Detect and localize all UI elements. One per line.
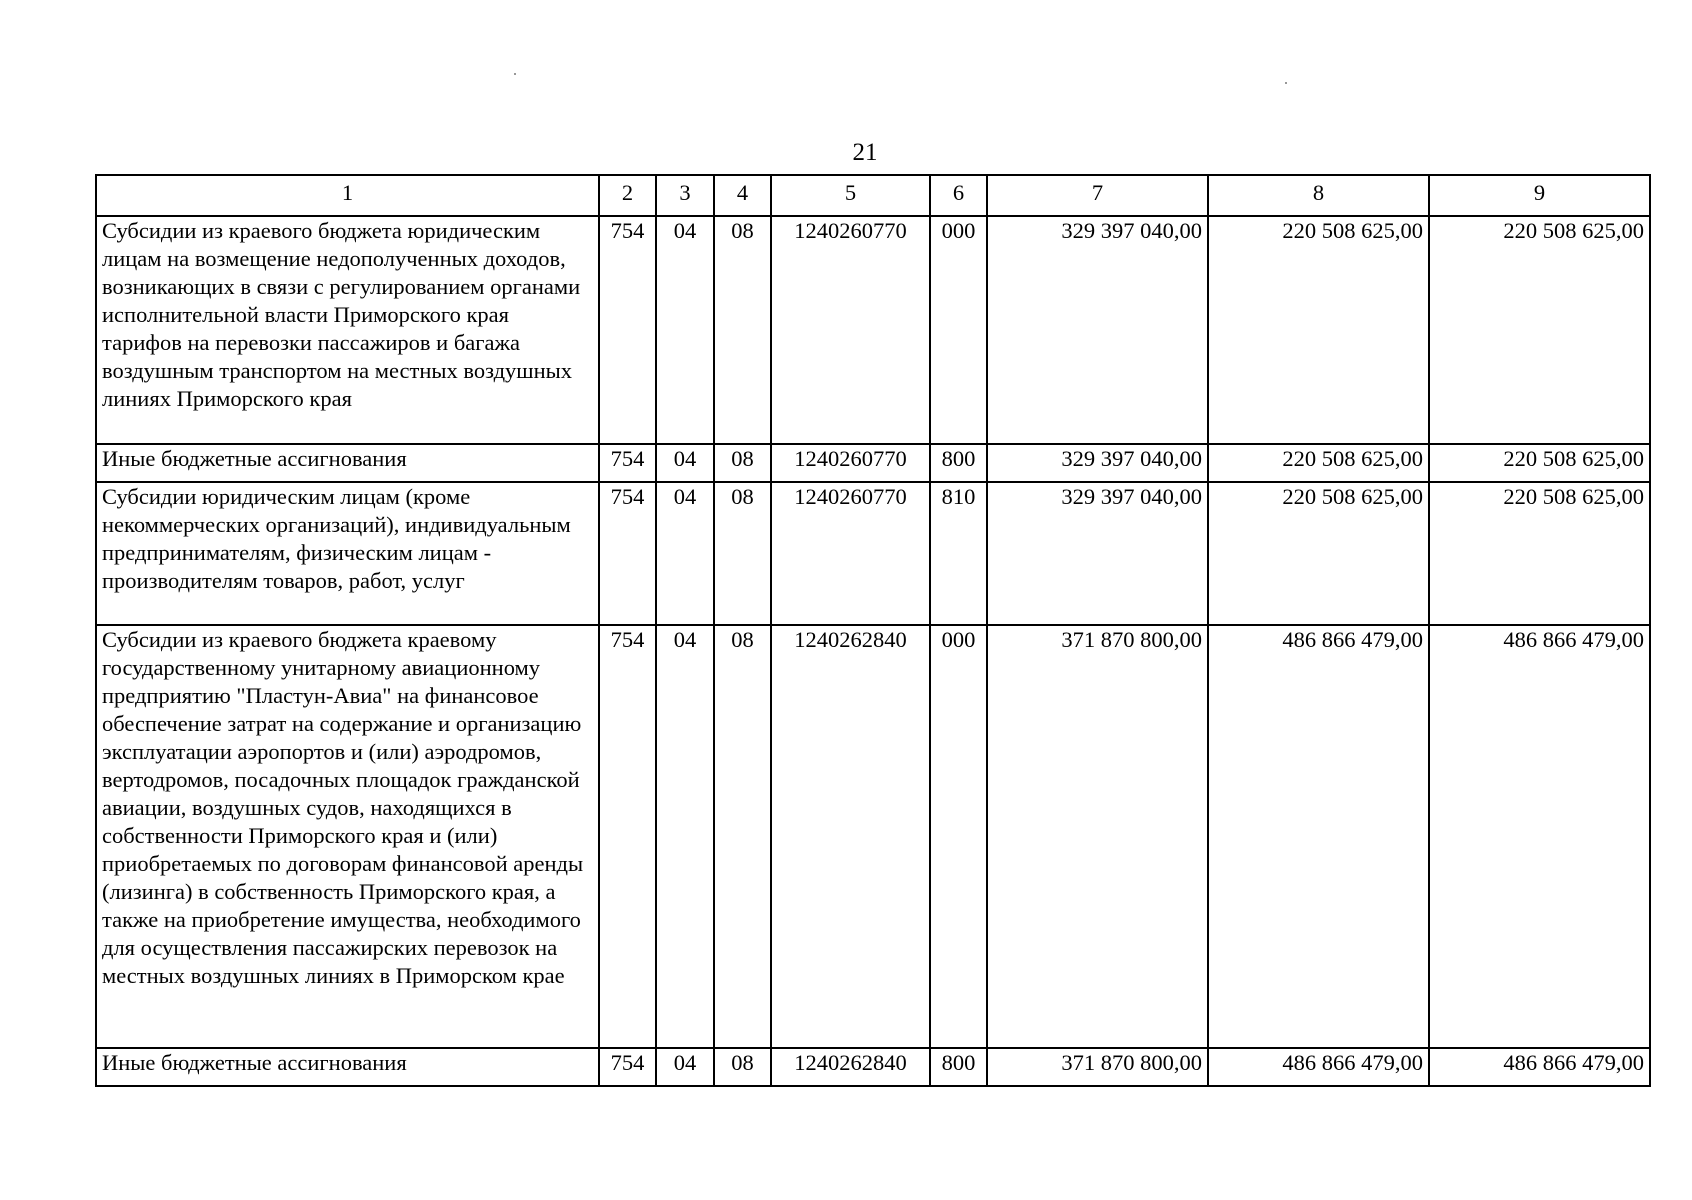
budget-table (95, 174, 1651, 1087)
row-amount-8: 486 866 479,00 (1208, 625, 1429, 1048)
row-code-target: 1240260770 (771, 444, 930, 482)
row-code-expense-type: 800 (930, 1048, 987, 1086)
column-header-2: 2 (599, 175, 656, 216)
column-header-7: 7 (987, 175, 1208, 216)
table-row (96, 1048, 1650, 1086)
row-amount-7: 371 870 800,00 (987, 1048, 1208, 1086)
row-code-subsection: 08 (714, 216, 771, 444)
row-code-section: 04 (656, 444, 714, 482)
row-code-target: 1240262840 (771, 1048, 930, 1086)
row-amount-9: 220 508 625,00 (1429, 216, 1650, 444)
page-number: 21 (852, 139, 878, 166)
column-header-9: 9 (1429, 175, 1650, 216)
table-row (96, 625, 1650, 1048)
row-code-section: 04 (656, 216, 714, 444)
row-amount-9: 486 866 479,00 (1429, 1048, 1650, 1086)
column-header-3: 3 (656, 175, 714, 216)
row-code-expense-type: 810 (930, 482, 987, 625)
row-code-section: 04 (656, 482, 714, 625)
row-code-target: 1240260770 (771, 216, 930, 444)
row-code-section: 04 (656, 1048, 714, 1086)
row-amount-8: 220 508 625,00 (1208, 444, 1429, 482)
row-description: Субсидии из краевого бюджета краевому государственному унитарному авиационному предприятию "Пластун-Авиа" на финансовое обеспечение затрат на содержание и организацию эксплуатации аэропортов и (или) аэродромов, вертодромов, посадочных площадок гражданской авиации, воздушных судов, находящихся в собственности Приморского края и (или) приобретаемых по договорам финансовой аренды (лизинга) в собственность Приморского края, а также на приобретение имущества, необходимого для осуществления пассажирских перевозок на местных воздушных линиях в Приморском крае (96, 625, 599, 1048)
row-code-subsection: 08 (714, 444, 771, 482)
row-amount-7: 329 397 040,00 (987, 444, 1208, 482)
row-description: Субсидии юридическим лицам (кроме некоммерческих организаций), индивидуальным предпринимателям, физическим лицам - производителям товаров, работ, услуг (96, 482, 599, 625)
row-code-ministry: 754 (599, 216, 656, 444)
column-header-1: 1 (96, 175, 599, 216)
table-row (96, 216, 1650, 444)
row-code-expense-type: 000 (930, 216, 987, 444)
row-amount-7: 329 397 040,00 (987, 482, 1208, 625)
table-row (96, 444, 1650, 482)
row-amount-8: 220 508 625,00 (1208, 482, 1429, 625)
row-code-expense-type: 000 (930, 625, 987, 1048)
row-amount-8: 486 866 479,00 (1208, 1048, 1429, 1086)
row-code-subsection: 08 (714, 1048, 771, 1086)
column-header-5: 5 (771, 175, 930, 216)
row-description: Иные бюджетные ассигнования (96, 444, 599, 482)
scan-speck (514, 73, 516, 75)
row-code-subsection: 08 (714, 625, 771, 1048)
row-amount-7: 329 397 040,00 (987, 216, 1208, 444)
row-amount-7: 371 870 800,00 (987, 625, 1208, 1048)
row-code-target: 1240262840 (771, 625, 930, 1048)
row-code-ministry: 754 (599, 444, 656, 482)
row-code-expense-type: 800 (930, 444, 987, 482)
column-header-6: 6 (930, 175, 987, 216)
table-row (96, 482, 1650, 625)
column-header-4: 4 (714, 175, 771, 216)
row-code-ministry: 754 (599, 1048, 656, 1086)
row-code-subsection: 08 (714, 482, 771, 625)
row-code-ministry: 754 (599, 482, 656, 625)
row-amount-9: 486 866 479,00 (1429, 625, 1650, 1048)
row-code-section: 04 (656, 625, 714, 1048)
row-description: Субсидии из краевого бюджета юридическим лицам на возмещение недополученных доходов, возникающих в связи с регулированием органами исполнительной власти Приморского края тарифов на перевозки пассажиров и багажа воздушным транспортом на местных воздушных линиях Приморского края (96, 216, 599, 444)
header-row (96, 175, 1650, 216)
row-description: Иные бюджетные ассигнования (96, 1048, 599, 1086)
scan-speck (1285, 82, 1287, 84)
column-header-8: 8 (1208, 175, 1429, 216)
row-code-target: 1240260770 (771, 482, 930, 625)
row-amount-9: 220 508 625,00 (1429, 444, 1650, 482)
row-code-ministry: 754 (599, 625, 656, 1048)
row-amount-8: 220 508 625,00 (1208, 216, 1429, 444)
row-amount-9: 220 508 625,00 (1429, 482, 1650, 625)
